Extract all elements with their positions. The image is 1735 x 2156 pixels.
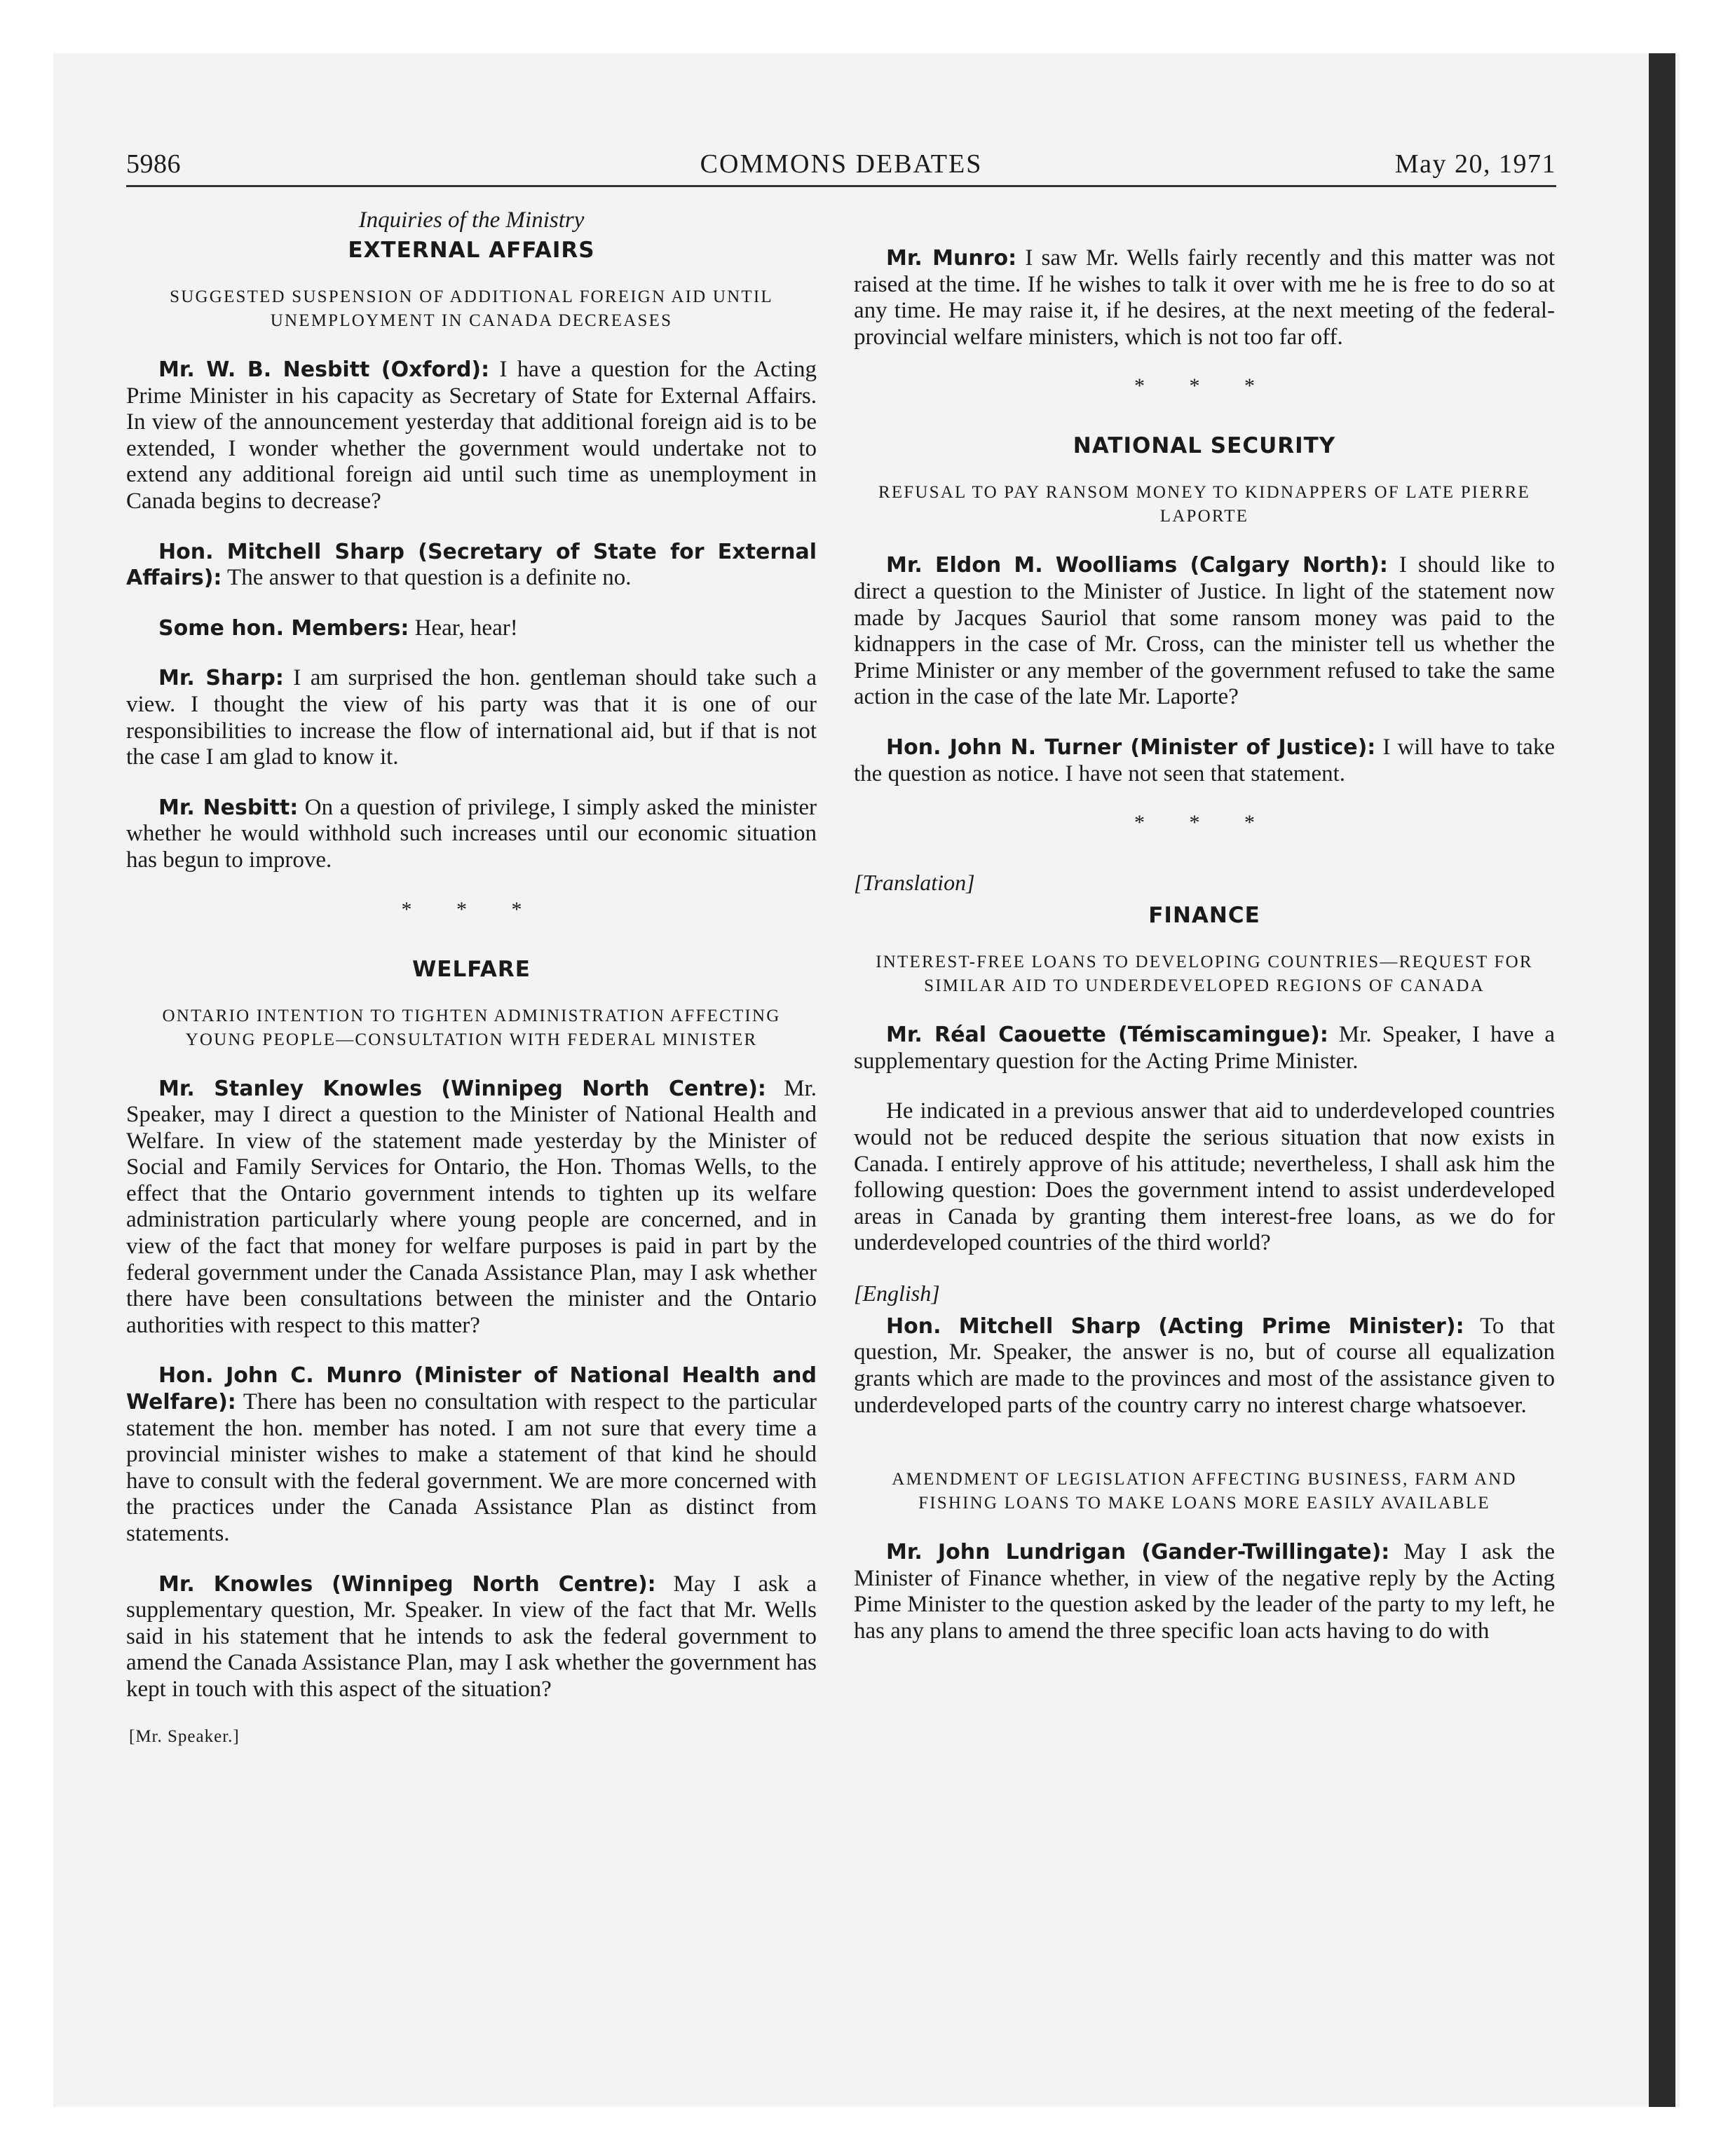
section-separator: * * * [401, 897, 542, 921]
debate-paragraph [854, 552, 1555, 711]
debate-paragraph [854, 1539, 1555, 1644]
subject-heading: EXTERNAL AFFAIRS [348, 238, 595, 263]
speech-text: The answer to that question is a definite no. [222, 565, 632, 591]
topic-heading: ONTARIO INTENTION TO TIGHTEN ADMINISTRATION AFFECTING YOUNG PEOPLE—CONSULTATION WITH FEDERAL MINISTER [162, 1006, 781, 1049]
speech-text: May I ask the Minister of Finance whether, in view of the negative reply by the Acting Pime Minister to the question asked by the leader of the party to my left, he has any plans to amend the three specific loan acts having to do with [854, 1539, 1555, 1644]
speaker-name: Mr. John Lundrigan (Gander-Twillingate): [886, 1540, 1390, 1565]
speech-text: On a question of privilege, I simply asked the minister whether he would withhold such increases until our economic situation has begun to improve. [126, 794, 817, 873]
debate-paragraph [126, 1571, 817, 1703]
speech-text: I have a question for the Acting Prime Minister in his capacity as Secretary of State for External Affairs. In view of the announcement yesterday that additional foreign aid is to be extended, I wonder whether the government would undertake not to extend any additional foreign aid until such time as unemployment in Canada begins to decrease? [126, 357, 817, 514]
debate-paragraph [126, 1076, 817, 1339]
debate-paragraph: He indicated in a previous answer that aid to underdeveloped countries would not be reduced despite the serious situation that now exists in Canada. I entirely approve of his attitude; nevertheless, I shall ask him the following question: Does the government intend to assist underdeveloped areas in Canada by granting them interest-free loans, as we do for underdeveloped countries of the third world? [854, 1098, 1555, 1256]
speaker-name: Hon. John N. Turner (Minister of Justice): [886, 735, 1376, 760]
speech-text: Hear, hear! [409, 615, 518, 641]
speaker-name: Mr. Knowles (Winnipeg North Centre): [158, 1571, 656, 1597]
speech-text: I am surprised the hon. gentleman should take such a view. I thought the view of his party was that it is one of our responsibilities to increase the flow of international aid, but if that is not the case I am glad to know it. [126, 665, 817, 770]
debate-paragraph [126, 1363, 817, 1547]
debate-paragraph [126, 615, 817, 642]
topic-heading: AMENDMENT OF LEGISLATION AFFECTING BUSINESS, FARM AND FISHING LOANS TO MAKE LOANS MORE EASILY AVAILABLE [892, 1470, 1517, 1513]
language-marker: [English] [854, 1280, 940, 1306]
debate-paragraph [854, 1314, 1555, 1419]
speaker-name: Mr. Eldon M. Woolliams (Calgary North): [886, 553, 1388, 578]
speech-text: I will have to take the question as notice. I have not seen that statement. [854, 734, 1555, 786]
speaker-name: Some hon. Members: [158, 615, 409, 641]
scan-edge-bar [1649, 53, 1675, 2107]
debate-paragraph [126, 665, 817, 770]
speaker-name: Mr. Sharp: [158, 666, 284, 691]
page-header [126, 146, 1556, 187]
topic-heading: REFUSAL TO PAY RANSOM MONEY TO KIDNAPPERS OF LATE PIERRE LAPORTE [878, 483, 1531, 526]
right-column [854, 245, 1555, 1669]
speech-text: I saw Mr. Wells fairly recently and this matter was not raised at the time. If he wishes to talk it over with me he is free to do so at any time. He may raise it, if he desires, at the next meeting of the federal-provincial welfare ministers, which is not too far off. [854, 245, 1555, 350]
speech-text: Mr. Speaker, I have a supplementary question for the Acting Prime Minister. [854, 1022, 1556, 1074]
publication-date: May 20, 1971 [1394, 149, 1556, 179]
speaker-name: Hon. Mitchell Sharp (Acting Prime Minister): [886, 1314, 1464, 1339]
topic-heading: INTEREST-FREE LOANS TO DEVELOPING COUNTRIES—REQUEST FOR SIMILAR AID TO UNDERDEVELOPED REGIONS OF CANADA [876, 953, 1533, 996]
debate-paragraph [854, 1022, 1555, 1074]
speaker-name: Mr. Réal Caouette (Témiscamingue): [886, 1023, 1328, 1048]
left-column [126, 207, 817, 1747]
continuation-footer: [Mr. Speaker.] [129, 1726, 240, 1746]
section-context: Inquiries of the Ministry [358, 207, 585, 233]
debate-paragraph [126, 795, 817, 874]
speaker-name: Mr. W. B. Nesbitt (Oxford): [158, 357, 490, 382]
speech-text: To that question, Mr. Speaker, the answer is no, but of course all equalization grants which are made to the provinces and most of the assistance given to underdeveloped parts of the country carry no interest charge whatsoever. [854, 1313, 1555, 1418]
debate-paragraph [126, 357, 817, 515]
speaker-name: Hon. Mitchell Sharp (Secretary of State for External Affairs): [126, 539, 817, 591]
debate-paragraph [126, 539, 817, 592]
speaker-name: Hon. John C. Munro (Minister of National Health and Welfare): [126, 1363, 817, 1415]
speech-text: I should like to direct a question to the Minister of Justice. In light of the statement now made by Jacques Sauriol that some ransom money was paid to the kidnappers in the case of Mr. Cross, can the minister tell us whether the Prime Minister or any member of the government refused to take the same action in the case of the late Mr. Laporte? [854, 552, 1555, 710]
translation-marker: [Translation] [854, 870, 975, 896]
speech-text: There has been no consultation with respect to the particular statement the hon. member has noted. I am not sure that every time a provincial minister wishes to make a statement of that kind he should have to consult with the federal government. We are more concerned with the practices under the Canada Assistance Plan as distinct from statements. [126, 1389, 817, 1546]
page-number: 5986 [126, 149, 181, 179]
speech-text: Mr. Speaker, may I direct a question to the Minister of National Health and Welfare. In view of the statement made yesterday by the Minister of Social and Family Services for Ontario, the Hon. Thomas Wells, to the effect that the Ontario government intends to tighten up its welfare administration particularly where young people are concerned, and in view of the fact that money for welfare purposes is paid in part by the federal government under the Canada Assistance Plan, may I ask whether there have been consultations between the minister and the Ontario authorities with respect to this matter? [126, 1075, 817, 1338]
subject-heading: NATIONAL SECURITY [1073, 433, 1336, 459]
speaker-name: Mr. Munro: [886, 246, 1017, 271]
subject-heading: FINANCE [1148, 903, 1260, 929]
debate-paragraph [854, 245, 1555, 350]
section-separator: * * * [1134, 811, 1274, 835]
debate-paragraph [854, 735, 1555, 787]
speaker-name: Mr. Nesbitt: [158, 795, 299, 820]
subject-heading: WELFARE [412, 956, 531, 982]
publication-title: COMMONS DEBATES [700, 149, 983, 179]
speaker-name: Mr. Stanley Knowles (Winnipeg North Centre): [158, 1076, 766, 1101]
topic-heading: SUGGESTED SUSPENSION OF ADDITIONAL FOREIGN AID UNTIL UNEMPLOYMENT IN CANADA DECREASES [170, 287, 773, 330]
section-separator: * * * [1134, 374, 1274, 398]
speech-text: May I ask a supplementary question, Mr. Speaker. In view of the fact that Mr. Wells said in his statement that he intends to ask the federal government to amend the Canada Assistance Plan, may I ask whether the government has kept in touch with this aspect of the situation? [126, 1571, 817, 1702]
